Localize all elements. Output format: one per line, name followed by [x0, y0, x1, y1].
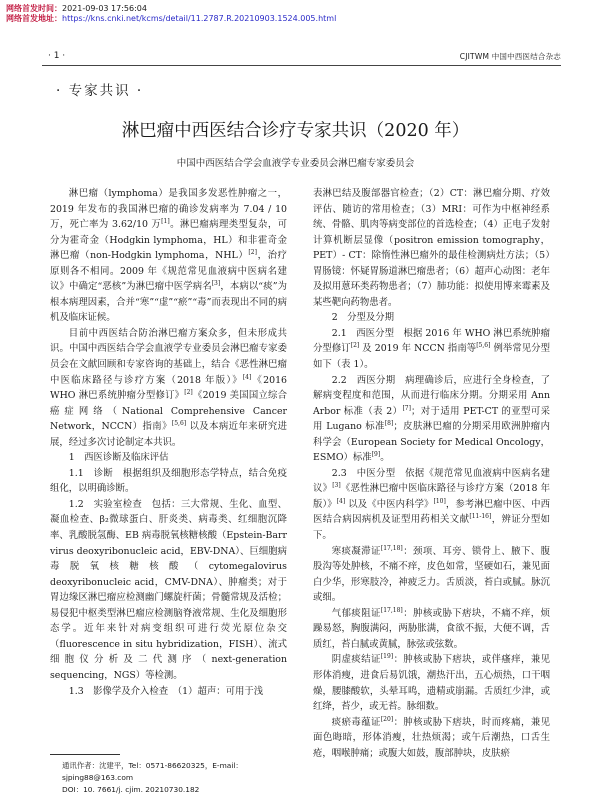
corresponding-author-note: 通讯作者：沈建平，Tel：0571-86620325，E-mail：sjping88@163.com [62, 761, 243, 782]
paragraph-2-1: 2.1 西医分型 根据 2016 年 WHO 淋巴系统肿瘤分型修订[2] 及 2019 年 NCCN 指南等[5,6] 例举常见分型如下（表 1）。 [313, 327, 550, 371]
syndrome-qi-stagnation: 气郁痰阻证[17,18]：肿核或胁下痞块，不痛不痒，烦躁易怒，胸腹满闷，两胁胀满，食欲不振，大便不调，舌质红，苔白腻或黄腻，脉弦或弦数。 [313, 606, 550, 650]
online-date-label: 网络首发时间： [6, 4, 62, 13]
online-url-link[interactable]: https://kns.cnki.net/kcms/detail/11.2787.R.20210903.1524.005.html [62, 14, 337, 23]
header-rule [42, 65, 561, 66]
heading-section-1: 1 西医诊断及临床评估 [68, 452, 169, 464]
heading-section-2: 2 分型及分期 [331, 312, 395, 324]
paragraph-1-3-cont: 表淋巴结及腹部器官检查；（2）CT：淋巴瘤分期、疗效评估、随访的常用检查；（3）MRI：可作为中枢神经系统、骨骼、肌肉等病变部位的首选检查；（4）正电子发射计算机断层显像（positron emission tomography，PET）- CT：除惰性淋巴瘤外的最佳检测病灶方法；（5）胃肠镜：怀疑胃肠道淋巴瘤患者；（6）超声心动图：老年及拟用蒽环类药物患者；（7）肺功能：拟使用博来霉素及某些靶向药物患者。 [313, 188, 550, 308]
right-column [313, 186, 550, 761]
journal-name: CJITWM 中国中西医结合杂志 [459, 52, 561, 61]
online-date-line [6, 4, 147, 14]
paragraph-1-1: 1.1 诊断 根据组织及细胞形态学特点，结合免疫组化，以明确诊断。 [50, 467, 287, 495]
article-title: 淋巴瘤中西医结合诊疗专家共识（2020 年） [121, 121, 470, 141]
background-paragraph: 目前中西医结合防治淋巴瘤方案众多，但未形成共识。中国中西医结合学会血液学专业委员会淋巴瘤专家委员会在文献回顾和专家咨询的基础上，结合《恶性淋巴瘤中医临床路径与诊疗方案（2018 年版）》[4]《2016 WHO 淋巴系统肿瘤分型修订》[2]《2019 美国国立综合癌症网络（National Comprehensive Cancer Network，NCCN）指南》[5,6] 以及本病近年来研究进展，经过多次讨论制定本共识。 [50, 327, 288, 448]
paragraph-1-3: 1.3 影像学及介入检查 （1）超声：可用于浅 [68, 685, 264, 697]
syndrome-phlegm-stasis-toxin: 痰瘀毒蕴证[20]：肿核或胁下痞块，时而疼痛，兼见面色晦暗，形体消瘦，壮热烦渴；或午后潮热，口舌生疮，咽喉肿痛；或腹大如鼓，腹部肿块，皮肤瘀 [313, 715, 550, 759]
doi-note: DOI：10. 7661/j. cjim. 20210730.182 [62, 785, 200, 794]
author-line: 中国中西医结合学会血液学专业委员会淋巴瘤专家委员会 [176, 158, 415, 169]
paragraph-2-2: 2.2 西医分期 病理确诊后，应进行全身检查，了解病变程度和范围，从而进行临床分期。分期采用 Ann Arbor 标准（表 2）[7]；对于适用 PET-CT 的亚型可采用 Lugano 标准[8]；皮肤淋巴瘤的分期采用欧洲肿瘤内科学会（European Society for Medical Oncology，ESMO）标准[9]。 [313, 374, 550, 464]
online-url-line [6, 14, 336, 24]
footnote-rule [50, 754, 120, 755]
paragraph-1-2: 1.2 实验室检查 包括：三大常规、生化、血型、凝血检查、β₂微球蛋白、肝炎类、病毒类、红细胞沉降率、乳酸脱氢酶、EB 病毒脱氧核糖核酸（Epstein-Barr virus deoxyribonucleic acid，EBV-DNA）、巨细胞病毒脱氧核糖核酸（cytomegalovirus deoxyribonucleic acid，CMV-DNA）、肿瘤类；对于胃边缘区淋巴瘤应检测幽门螺旋杆菌；骨髓常规及活检；易侵犯中枢类型淋巴瘤应检测脑脊液常规、生化及细胞形态学。近年来针对病变组织可进行荧光原位杂交（fluorescence in situ hybridization，FISH）、流式细胞仪分析及二代测序（next-generation sequencing，NGS）等检测。 [50, 498, 287, 681]
section-label: · 专家共识 · [56, 83, 144, 99]
intro-paragraph: 淋巴瘤（lymphoma）是我国多发恶性肿瘤之一，2019 年发布的我国淋巴瘤的确诊发病率为 7.04 / 10 万，死亡率为 3.62/10 万[1]。淋巴瘤病理类型复杂，可分为霍奇金（Hodgkin lymphoma，HL）和非霍奇金淋巴瘤（non-Hodgkin lymphoma，NHL）[2]，治疗原则各不相同。2009 年《规范常见血液病中医病名建议》中确定“恶核”为淋巴瘤中医学病名[3]，本病以“痰”为根本病理因素，合并“寒”“虚”“瘀”“毒”而表现出不同的病机及临床证候。 [50, 188, 287, 324]
syndrome-yin-deficiency: 阴虚痰结证[19]：肿核或胁下痞块，或伴瘙痒，兼见形体消瘦，进食后易饥饿，潮热汗出，五心烦热，口干咽燥，腰膝酸软，头晕耳鸣，遗精或崩漏。舌质红少津，或红绛，苔少，或无苔。脉细数。 [313, 653, 550, 713]
left-column [50, 186, 287, 699]
paragraph-2-3: 2.3 中医分型 依据《规范常见血液病中医病名建议》[3]《恶性淋巴瘤中医临床路径与诊疗方案（2018 年版）》[4] 以及《中医内科学》[10]，参考淋巴瘤中医、中西医结合病因病机及证型用药相关文献[11-16]，辨证分型如下。 [313, 467, 550, 542]
online-date-value: 2021-09-03 17:56:04 [62, 4, 147, 13]
syndrome-cold-phlegm: 寒痰凝滞证[17,18]：颈项、耳旁、锁骨上、腋下、腹股沟等处肿核，不痛不痒，皮色如常，坚硬如石，兼见面白少华，形寒肢冷，神疲乏力。舌质淡，苔白或腻。脉沉或细。 [313, 544, 550, 604]
page-number: · 1 · [48, 51, 66, 61]
online-url-label: 网络首发地址： [6, 14, 62, 23]
